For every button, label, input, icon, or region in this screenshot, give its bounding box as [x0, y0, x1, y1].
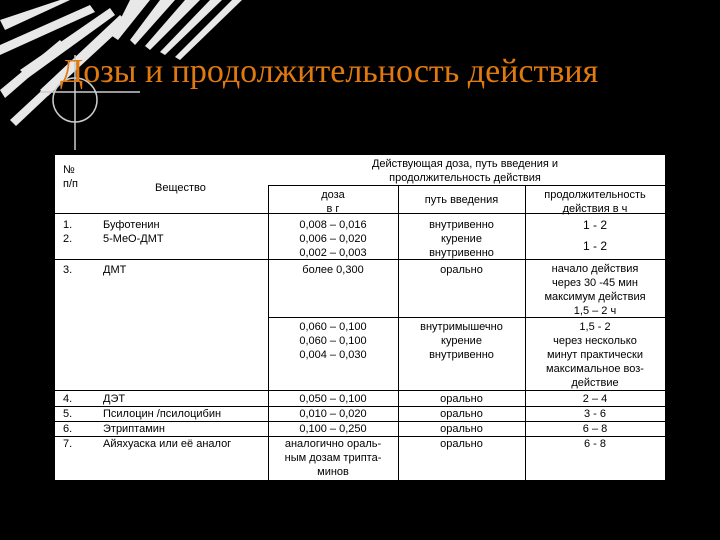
table-cell-duration: 2 – 4: [582, 393, 608, 405]
table-cell-substance: Псилоцин /псилоцибин: [103, 408, 222, 420]
header-group: Действующая доза, путь введения и продолжительность действия: [371, 158, 559, 184]
table-cell-num: 3.: [63, 264, 73, 276]
header-route: путь введения: [424, 194, 499, 206]
table-cell-dose: 0,060 – 0,100 0,060 – 0,100 0,004 – 0,030: [299, 321, 367, 361]
table-cell-dose: 0,010 – 0,020: [299, 408, 367, 420]
table-cell-num: 4.: [63, 393, 73, 405]
table-cell-num: 7.: [63, 438, 73, 450]
table-cell-dose: 0,100 – 0,250: [299, 423, 367, 435]
table-cell-duration: 6 – 8: [582, 423, 608, 435]
table-cell-substance: Этриптамин: [103, 423, 165, 435]
table-cell-substance: ДЭТ: [103, 393, 126, 405]
table-cell-route: орально: [440, 408, 483, 420]
table-cell-route: орально: [440, 438, 483, 450]
header-substance: Вещество: [155, 182, 206, 194]
slide-title: Дозы и продолжительность действия: [60, 53, 599, 90]
table-cell-duration: 3 - 6: [583, 408, 606, 420]
table-cell-num: 5.: [63, 408, 73, 420]
header-duration: продолжительность действия в ч: [544, 189, 646, 215]
dose-table: [55, 155, 665, 480]
table-cell-substance: Буфотенин 5-MeO-ДМТ: [103, 219, 164, 245]
table-cell-dose: 0,008 – 0,016 0,006 – 0,020 0,002 – 0,003: [299, 219, 367, 259]
table-cell-duration: 6 - 8: [583, 438, 606, 450]
header-num: № п/п: [63, 164, 78, 190]
table-cell-duration: 1,5 - 2 через несколько минут практически максимальное воз- действие: [546, 321, 644, 389]
table-cell-dose: более 0,300: [302, 264, 364, 276]
table-cell-duration: 1 - 2: [582, 239, 607, 253]
table-cell-num: 6.: [63, 423, 73, 435]
header-divider: [268, 185, 665, 186]
table-cell-route: орально: [440, 264, 483, 276]
table-cell-route: внутривенно курение внутривенно: [429, 219, 494, 259]
table-cell-route: орально: [440, 423, 483, 435]
table-cell-num: 1. 2.: [63, 219, 73, 245]
table-cell-substance: Айяхуаска или её аналог: [103, 438, 232, 450]
header-dose: доза в г: [321, 189, 345, 215]
table-cell-dose: аналогично ораль- ным дозам трипта- минов: [284, 438, 382, 478]
table-cell-duration: 1 - 2: [582, 218, 607, 232]
table-cell-substance: ДМТ: [103, 264, 127, 276]
table-cell-dose: 0,050 – 0,100: [299, 393, 367, 405]
row-divider: [55, 390, 665, 391]
table-cell-route: внутримышечно курение внутривенно: [420, 321, 503, 361]
table-cell-duration: начало действия через 30 -45 мин максимум действия 1,5 – 2 ч: [544, 263, 646, 317]
table-cell-route: орально: [440, 393, 483, 405]
